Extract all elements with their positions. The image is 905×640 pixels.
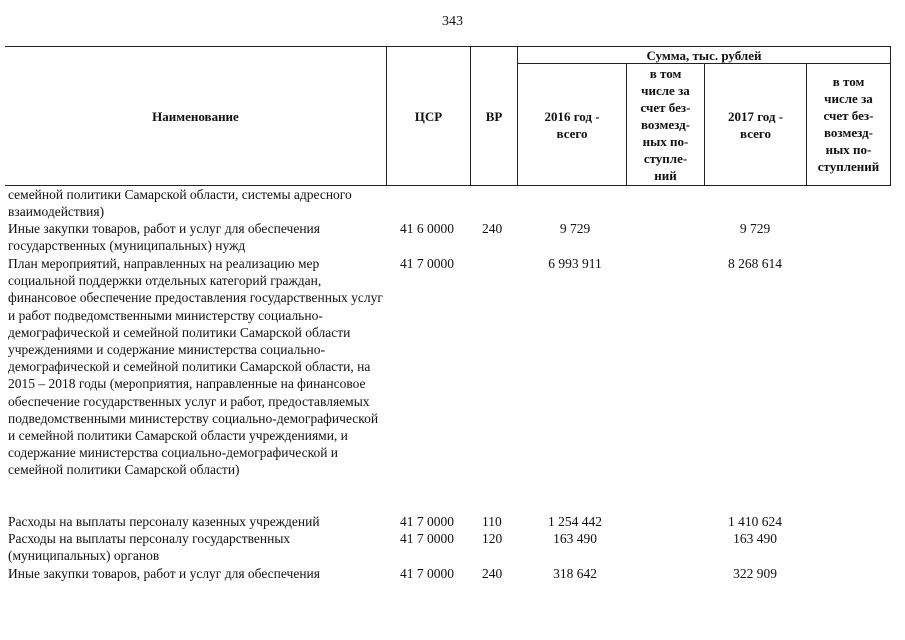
table-row-2016: 6 993 911 <box>548 256 602 271</box>
table-row-2016: 1 254 442 <box>548 514 602 529</box>
header-2017-total-line: 2017 год - <box>727 109 784 124</box>
header-2017-free <box>807 73 890 175</box>
table-row-name: Расходы на выплаты персоналу казенных учреждений <box>8 514 320 529</box>
header-2016-total-line: всего <box>556 126 588 141</box>
header-2017-free-line: в том <box>832 74 865 89</box>
header-vr: ВР <box>485 108 503 124</box>
header-2016-free-line: счет без- <box>640 100 691 115</box>
header-2016-free-line: ступле- <box>643 151 688 166</box>
table-row-csr: 41 7 0000 <box>400 514 454 529</box>
table-row-vr: 240 <box>482 566 503 581</box>
header-2017-total <box>705 108 806 142</box>
table-row-2017: 1 410 624 <box>728 514 782 529</box>
table-row-name: Расходы на выплаты персоналу государственных (муниципальных) органов <box>8 531 291 564</box>
header-2017-free-line: счет без- <box>823 108 874 123</box>
header-sum-group: Сумма, тыс. рублей <box>646 47 762 63</box>
table-row-2016: 9 729 <box>559 221 591 236</box>
col-divider-right <box>890 46 891 185</box>
header-2016-free-line: в том <box>649 66 682 81</box>
header-2017-free-line: числе за <box>824 91 873 106</box>
table-row-csr: 41 6 0000 <box>400 221 454 236</box>
header-2016-free-line: ний <box>654 168 677 183</box>
table-row-2016: 163 490 <box>553 531 597 546</box>
table-row-name: План мероприятий, направленных на реализацию мер социальной поддержки отдельных категорий граждан, финансовое обеспечение предоставления государственных услуг и работ подведомственными министерству социально-демографической и семейной политики Самарской области учреждениями и содержание министерства социально-демографической и семейной политики Самарской области, на 2015 – 2018 годы (мероприятия, направленные на финансовое обеспечение государственных услуг и работ, предоставляемых подведомственными министерству социально-демографической и семейной политики Самарской области учреждениями, и содержание министерства социально-демографической и семейной политики Самарской области) <box>8 256 383 478</box>
header-2016-free-line: числе за <box>641 83 690 98</box>
header-2017-total-line: всего <box>740 126 771 141</box>
header-2017-free-line: ступлений <box>817 159 880 174</box>
table-row-2017: 9 729 <box>739 221 771 236</box>
table-row-2017: 322 909 <box>733 566 777 581</box>
table-row-csr: 41 7 0000 <box>400 256 454 271</box>
header-csr: ЦСР <box>414 108 443 124</box>
header-2016-total-line: 2016 год - <box>544 109 600 124</box>
table-row-csr: 41 7 0000 <box>400 531 454 546</box>
header-2016-free-line: ных по- <box>642 134 689 149</box>
table-row-2017: 163 490 <box>733 531 777 546</box>
header-2016-total <box>518 108 626 142</box>
table-row-name: Иные закупки товаров, работ и услуг для обеспечения государственных (муниципальных) нужд <box>8 221 320 254</box>
table-row-name: семейной политики Самарской области, системы адресного взаимодействия) <box>8 187 352 220</box>
header-2017-free-line: ных по- <box>825 142 872 157</box>
header-2017-free-line: возмезд- <box>824 125 873 140</box>
table-row-name: Иные закупки товаров, работ и услуг для обеспечения <box>8 566 320 581</box>
table-row-csr: 41 7 0000 <box>400 566 454 581</box>
table-row-vr: 120 <box>482 531 503 546</box>
table-row-2016: 318 642 <box>553 566 597 581</box>
table-row-2017: 8 268 614 <box>728 256 782 271</box>
table-row-vr: 110 <box>482 514 502 529</box>
header-name: Наименование <box>152 108 239 124</box>
page-number: 343 <box>442 14 463 29</box>
header-2016-free <box>627 65 704 184</box>
header-2016-free-line: возмезд- <box>641 117 690 132</box>
table-row-vr: 240 <box>482 221 503 236</box>
